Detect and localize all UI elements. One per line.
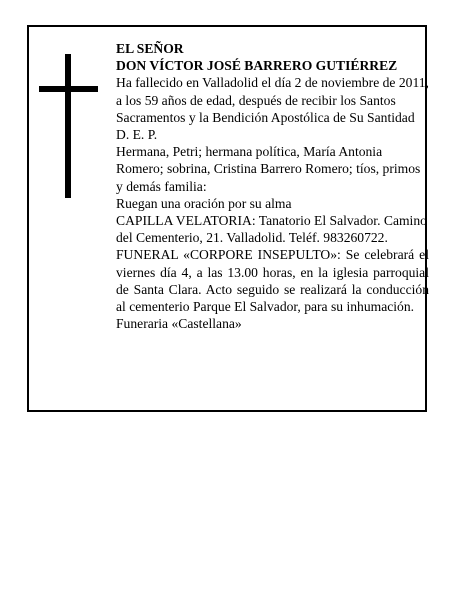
notice-text: [116, 40, 429, 332]
deceased-name: DON VÍCTOR JOSÉ BARRERO GUTIÉRREZ: [116, 58, 398, 74]
obituary-notice: [27, 25, 427, 412]
funeral-home: Funeraria «Castellana»: [116, 316, 242, 332]
funeral-info: FUNERAL «CORPORE INSEPULTO»: Se celebrará el viernes día 4, a las 13.00 horas, en la iglesia parroquial de Santa Clara. Acto seguido se realizará la conducción al cementerio Parque El Salvador, para su inhumación.: [116, 247, 429, 315]
death-announcement: Ha fallecido en Valladolid el día 2 de noviembre de 2011, a los 59 años de edad, después de recibir los Santos Sacramentos y la Bendición Apostólica de Su Santidad: [116, 75, 429, 125]
cross-icon: [39, 54, 98, 198]
cross-vertical-bar: [65, 54, 71, 198]
family-list: Hermana, Petri; hermana política, María Antonia Romero; sobrina, Cristina Barrero Romero; tíos, primos y demás familia:: [116, 144, 421, 194]
prayer-request: Ruegan una oración por su alma: [116, 195, 292, 211]
cross-horizontal-bar: [39, 86, 98, 92]
chapel-info: CAPILLA VELATORIA: Tanatorio El Salvador. Camino del Cementerio, 21. Valladolid. Teléf. 983260722.: [116, 213, 427, 246]
dep-line: D. E. P.: [116, 127, 158, 143]
title-line-1: EL SEÑOR: [116, 41, 184, 56]
